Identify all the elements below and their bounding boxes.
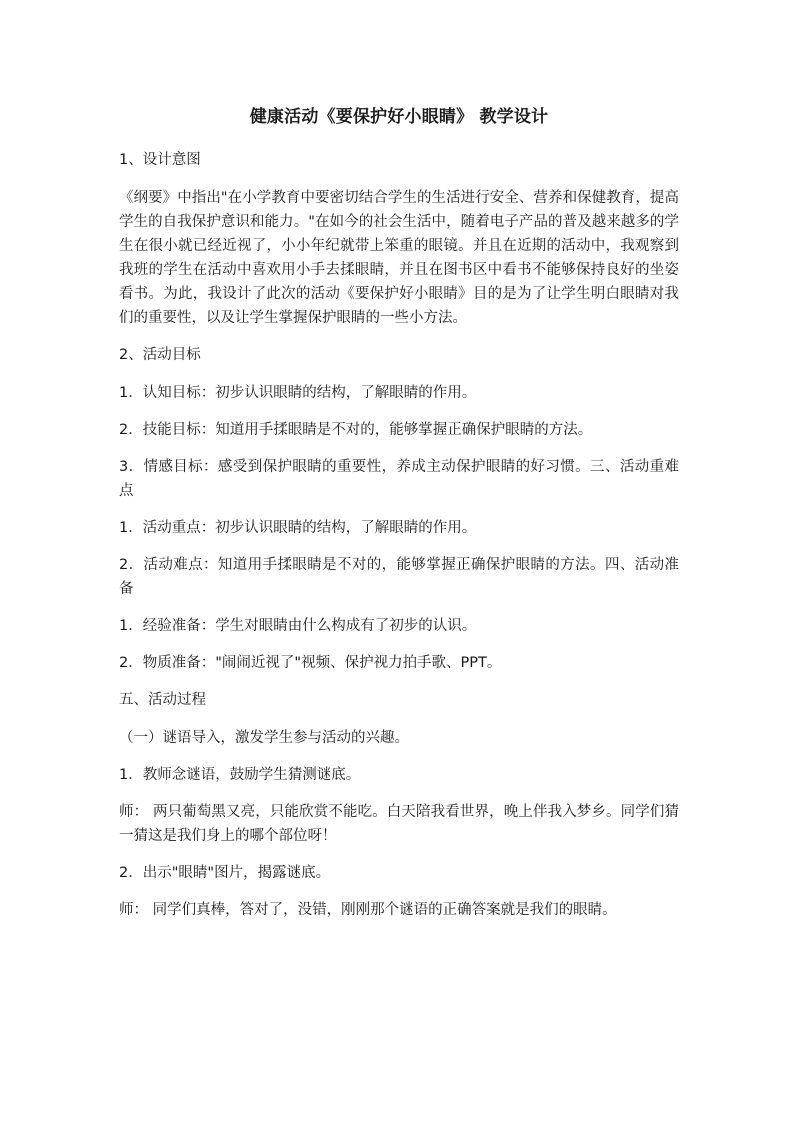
teacher-line-riddle: 师： 两只葡萄黑又亮，只能欣赏不能吃。白天陪我看世界，晚上伴我入梦乡。同学们猜一猜这是我们身上的哪个部位呀！ xyxy=(119,804,679,844)
prep-experience: 1．经验准备：学生对眼睛由什么构成有了初步的认识。 xyxy=(119,618,477,634)
key-point: 1．活动重点：初步认识眼睛的结构，了解眼睛的作用。 xyxy=(119,520,477,536)
process-substep-1: 1．教师念谜语，鼓励学生猜测谜底。 xyxy=(119,767,361,783)
paragraph-design-intent: 《纲要》中指出"在小学教育中要密切结合学生的生活进行安全、营养和保健教育，提高学生的自我保护意识和能力。"在如今的社会生活中，随着电子产品的普及越来越多的学生在很小就已经近视了，小小年纪就带上笨重的眼镜。并且在近期的活动中，我观察到我班的学生在活动中喜欢用小手去揉眼睛，并且在图书区中看书不能够保持良好的坐姿看书。为此，我设计了此次的活动《要保护好小眼睛》目的是为了让学生明白眼睛对我们的重要性，以及让学生掌握保护眼睛的一些小方法。 xyxy=(119,190,679,326)
process-step-riddle: （一）谜语导入，激发学生参与活动的兴趣。 xyxy=(119,730,409,746)
prep-materials: 2．物质准备："闹闹近视了"视频、保护视力拍手歌、PPT。 xyxy=(119,655,502,671)
objective-cognitive: 1．认知目标：初步认识眼睛的结构，了解眼睛的作用。 xyxy=(119,385,477,401)
document-title: 健康活动《要保护好小眼睛》 教学设计 xyxy=(249,107,549,127)
objective-skill: 2．技能目标：知道用手揉眼睛是不对的，能够掌握正确保护眼睛的方法。 xyxy=(119,422,593,438)
teacher-line-answer: 师： 同学们真棒，答对了，没错，刚刚那个谜语的正确答案就是我们的眼睛。 xyxy=(119,902,617,918)
section-heading-objectives: 2、活动目标 xyxy=(119,347,201,363)
process-substep-2: 2．出示"眼睛"图片，揭露谜底。 xyxy=(119,865,331,881)
difficult-point: 2．活动难点：知道用手揉眼睛是不对的，能够掌握正确保护眼睛的方法。四、活动准备 xyxy=(119,557,679,597)
objective-emotion: 3．情感目标：感受到保护眼睛的重要性，养成主动保护眼睛的好习惯。三、活动重难点 xyxy=(119,459,679,499)
document-body xyxy=(119,104,679,935)
section-heading-process: 五、活动过程 xyxy=(119,692,206,708)
section-heading-design-intent: 1、设计意图 xyxy=(119,152,201,168)
